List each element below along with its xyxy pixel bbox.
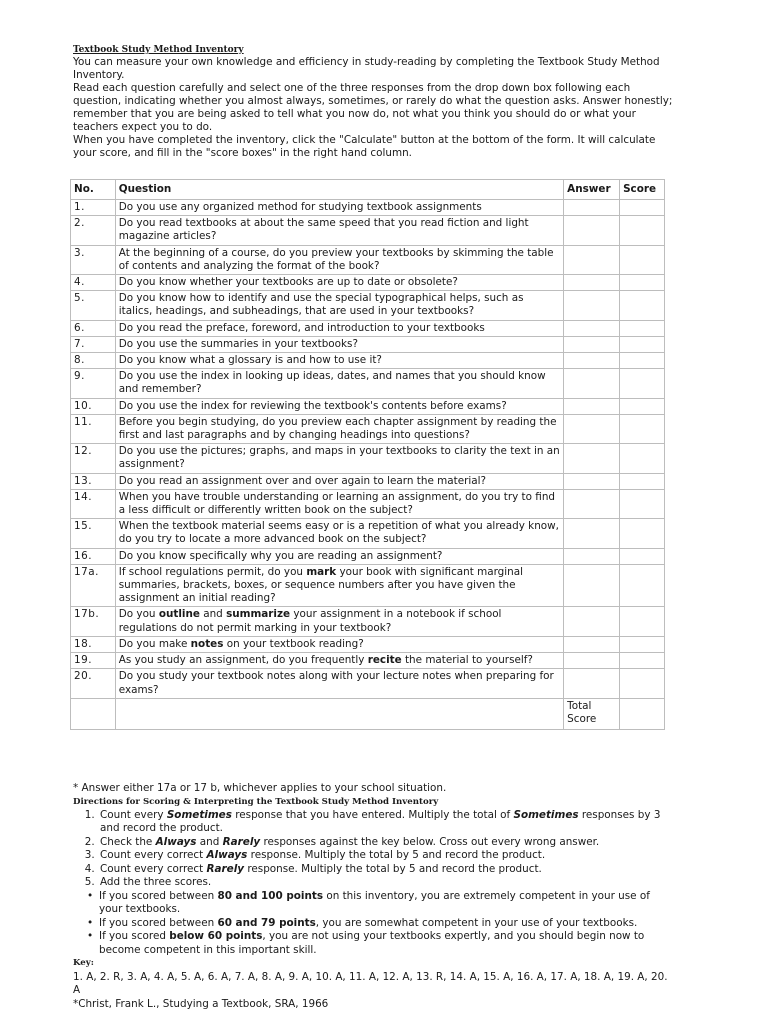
score-cell bbox=[620, 564, 665, 607]
question-text-part: As you study an assignment, do you frequently bbox=[118, 654, 368, 667]
score-cell bbox=[620, 414, 665, 443]
question-number: 11. bbox=[71, 414, 116, 443]
total-label-line: Score bbox=[567, 712, 597, 725]
answer-cell[interactable] bbox=[564, 291, 620, 320]
question-text: Do you use the pictures; graphs, and maps in your textbooks to clarity the text in an assignment? bbox=[115, 444, 563, 473]
score-cell bbox=[620, 669, 665, 698]
table-row bbox=[71, 653, 665, 669]
answer-cell[interactable] bbox=[564, 216, 620, 245]
step-text: Add the three scores. bbox=[100, 876, 212, 888]
step-text: Count every correct bbox=[100, 849, 207, 861]
step-keyword: Rarely bbox=[222, 835, 261, 848]
answer-cell[interactable] bbox=[564, 489, 620, 518]
intro-section bbox=[73, 44, 673, 160]
header-answer: Answer bbox=[564, 180, 620, 200]
question-text: Do you use the index for reviewing the textbook's contents before exams? bbox=[115, 398, 563, 414]
score-range-item bbox=[87, 889, 673, 917]
question-number: 17a. bbox=[71, 564, 116, 607]
table-row bbox=[71, 444, 665, 473]
table-row bbox=[71, 291, 665, 320]
range-text: , you are not using your textbooks expertly, and you should begin now to become competent in this important skill. bbox=[99, 930, 645, 956]
bullet: • bbox=[87, 889, 94, 902]
question-keyword: recite bbox=[367, 654, 402, 667]
step-text: responses by 3 and record the product. bbox=[100, 808, 661, 834]
question-text: When the textbook material seems easy or is a repetition of what you already know, do you try to locate a more advanced book on the subject? bbox=[115, 519, 563, 548]
question-text: Do you use the summaries in your textbooks? bbox=[115, 336, 563, 352]
answer-cell[interactable] bbox=[564, 245, 620, 274]
inventory-table bbox=[70, 179, 665, 730]
score-cell bbox=[620, 369, 665, 398]
range-points: 60 and 79 points bbox=[217, 916, 316, 929]
score-cell bbox=[620, 200, 665, 216]
question-number: 19. bbox=[71, 653, 116, 669]
answer-cell[interactable] bbox=[564, 669, 620, 698]
question-keyword: outline bbox=[158, 608, 200, 621]
question-number: 5. bbox=[71, 291, 116, 320]
question-text: Do you know how to identify and use the special typographical helps, such as italics, headings, and subheadings, that are used in your textbooks? bbox=[115, 291, 563, 320]
total-score-label bbox=[564, 698, 620, 729]
question-text: Do you use any organized method for studying textbook assignments bbox=[115, 200, 563, 216]
score-cell bbox=[620, 607, 665, 636]
table-row bbox=[71, 473, 665, 489]
range-text: If you scored bbox=[99, 930, 170, 942]
scoring-step bbox=[98, 836, 673, 850]
table-row bbox=[71, 519, 665, 548]
question-text: Do you know whether your textbooks are up to date or obsolete? bbox=[115, 275, 563, 291]
question-text bbox=[115, 607, 563, 636]
question-number: 15. bbox=[71, 519, 116, 548]
step-text: Count every bbox=[100, 808, 167, 821]
question-number: 12. bbox=[71, 444, 116, 473]
table-header-row bbox=[71, 180, 665, 200]
key-label: Key: bbox=[73, 958, 94, 968]
table-row bbox=[71, 398, 665, 414]
range-text: on this inventory, you are extremely competent in your use of your textbooks. bbox=[99, 889, 650, 915]
answer-cell[interactable] bbox=[564, 564, 620, 607]
intro-paragraph: When you have completed the inventory, click the "Calculate" button at the bottom of the form. It will calculate your score, and fill in the "score boxes" in the right hand column. bbox=[73, 134, 656, 159]
table-row bbox=[71, 320, 665, 336]
scoring-step bbox=[98, 863, 673, 877]
question-number: 3. bbox=[71, 245, 116, 274]
question-number: 9. bbox=[71, 369, 116, 398]
total-empty-cell bbox=[71, 698, 116, 729]
table-row bbox=[71, 636, 665, 652]
table-row bbox=[71, 669, 665, 698]
step-keyword: Sometimes bbox=[166, 808, 232, 821]
question-text-part: and bbox=[199, 608, 227, 621]
question-number: 16. bbox=[71, 548, 116, 564]
score-cell bbox=[620, 216, 665, 245]
answer-cell[interactable] bbox=[564, 369, 620, 398]
question-text: Do you study your textbook notes along with your lecture notes when preparing for exams? bbox=[115, 669, 563, 698]
score-cell bbox=[620, 320, 665, 336]
answer-cell[interactable] bbox=[564, 275, 620, 291]
answer-cell[interactable] bbox=[564, 473, 620, 489]
question-keyword: summarize bbox=[226, 608, 291, 621]
table-row bbox=[71, 216, 665, 245]
question-text: Before you begin studying, do you preview each chapter assignment by reading the first and last paragraphs and by changing headings into questions? bbox=[115, 414, 563, 443]
table-row bbox=[71, 548, 665, 564]
step-keyword: Always bbox=[155, 835, 197, 848]
step-keyword: Sometimes bbox=[513, 808, 579, 821]
scoring-step bbox=[98, 849, 673, 863]
table-row bbox=[71, 489, 665, 518]
scoring-step bbox=[98, 809, 673, 836]
score-cell bbox=[620, 636, 665, 652]
table-row bbox=[71, 369, 665, 398]
score-cell bbox=[620, 489, 665, 518]
question-number: 20. bbox=[71, 669, 116, 698]
header-score: Score bbox=[620, 180, 665, 200]
range-text: If you scored between bbox=[99, 889, 218, 902]
answer-cell[interactable] bbox=[564, 519, 620, 548]
question-text: Do you read the preface, foreword, and introduction to your textbooks bbox=[115, 320, 563, 336]
score-cell bbox=[620, 291, 665, 320]
score-cell bbox=[620, 353, 665, 369]
question-text-part: your book with significant marginal summaries, brackets, boxes, or sequence numbers after you have given the assignment an initial reading? bbox=[118, 565, 524, 605]
step-text: response. Multiply the total by 5 and record the product. bbox=[244, 862, 542, 875]
score-range-item bbox=[87, 916, 673, 931]
step-text: Count every correct bbox=[100, 862, 207, 875]
answer-cell[interactable] bbox=[564, 353, 620, 369]
table-row bbox=[71, 200, 665, 216]
document-title: Textbook Study Method Inventory bbox=[73, 45, 244, 55]
question-text: Do you know what a glossary is and how to use it? bbox=[115, 353, 563, 369]
score-range-item bbox=[87, 930, 673, 957]
question-text: Do you know specifically why you are reading an assignment? bbox=[115, 548, 563, 564]
table-row bbox=[71, 564, 665, 607]
question-text-part: the material to yourself? bbox=[401, 654, 533, 667]
question-text: Do you use the index in looking up ideas, dates, and names that you should know and remember? bbox=[115, 369, 563, 398]
score-cell bbox=[620, 245, 665, 274]
bullet: • bbox=[87, 916, 94, 929]
scoring-step bbox=[98, 876, 673, 890]
question-text bbox=[115, 636, 563, 652]
total-score-value bbox=[620, 698, 665, 729]
directions-title: Directions for Scoring & Interpreting the Textbook Study Method Inventory bbox=[73, 796, 439, 807]
total-label-line: Total bbox=[567, 699, 592, 712]
question-text-part: If school regulations permit, do you bbox=[118, 565, 307, 578]
answer-cell[interactable] bbox=[564, 200, 620, 216]
answer-key: 1. A, 2. R, 3. A, 4. A, 5. A, 6. A, 7. A, 8. A, 9. A, 10. A, 11. A, 12. A, 13. R, 14. A, 15. A, 16. A, 17. A, 18. A, 19. A, 20. A bbox=[73, 970, 668, 996]
bullet: • bbox=[87, 930, 94, 942]
question-keyword: mark bbox=[306, 565, 337, 578]
question-text: Do you read an assignment over and over again to learn the material? bbox=[115, 473, 563, 489]
footnote: * Answer either 17a or 17 b, whichever applies to your school situation. bbox=[73, 782, 447, 794]
intro-paragraph: You can measure your own knowledge and efficiency in study-reading by completing the Textbook Study Method Inventory. bbox=[73, 56, 660, 81]
citation: *Christ, Frank L., Studying a Textbook, SRA, 1966 bbox=[73, 997, 329, 1010]
header-question: Question bbox=[115, 180, 563, 200]
question-number: 1. bbox=[71, 200, 116, 216]
answer-cell[interactable] bbox=[564, 398, 620, 414]
score-cell bbox=[620, 275, 665, 291]
question-text bbox=[115, 564, 563, 607]
answer-cell[interactable] bbox=[564, 336, 620, 352]
question-number: 2. bbox=[71, 216, 116, 245]
total-empty-cell bbox=[115, 698, 563, 729]
range-points: below 60 points bbox=[169, 930, 263, 942]
score-cell bbox=[620, 336, 665, 352]
question-text-part: your assignment in a notebook if school regulations do not permit marking in your textbook? bbox=[118, 608, 502, 634]
question-number: 4. bbox=[71, 275, 116, 291]
question-keyword: notes bbox=[190, 637, 224, 650]
score-cell bbox=[620, 473, 665, 489]
question-text: At the beginning of a course, do you preview your textbooks by skimming the table of contents and analyzing the format of the book? bbox=[115, 245, 563, 274]
answer-cell[interactable] bbox=[564, 653, 620, 669]
score-cell bbox=[620, 519, 665, 548]
question-number: 8. bbox=[71, 353, 116, 369]
step-keyword: Rarely bbox=[206, 862, 245, 875]
answer-cell[interactable] bbox=[564, 548, 620, 564]
question-text-part: Do you make bbox=[118, 637, 191, 650]
score-cell bbox=[620, 548, 665, 564]
range-text: , you are somewhat competent in your use of your textbooks. bbox=[315, 916, 638, 929]
score-cell bbox=[620, 398, 665, 414]
score-cell bbox=[620, 653, 665, 669]
question-number: 7. bbox=[71, 336, 116, 352]
question-text: When you have trouble understanding or learning an assignment, do you try to find a less difficult or differently written book on the subject? bbox=[115, 489, 563, 518]
table-row bbox=[71, 414, 665, 443]
step-text: responses against the key below. Cross out every wrong answer. bbox=[260, 835, 600, 848]
scoring-steps bbox=[73, 809, 673, 890]
answer-cell[interactable] bbox=[564, 444, 620, 473]
table-row bbox=[71, 607, 665, 636]
range-points: 80 and 100 points bbox=[217, 889, 324, 902]
score-cell bbox=[620, 444, 665, 473]
question-number: 13. bbox=[71, 473, 116, 489]
answer-cell[interactable] bbox=[564, 636, 620, 652]
table-row bbox=[71, 353, 665, 369]
directions-section bbox=[73, 782, 673, 1011]
table-row bbox=[71, 336, 665, 352]
range-text: If you scored between bbox=[99, 916, 218, 929]
table-row bbox=[71, 245, 665, 274]
table-row bbox=[71, 275, 665, 291]
answer-cell[interactable] bbox=[564, 607, 620, 636]
total-row bbox=[71, 698, 665, 729]
intro-text bbox=[73, 56, 673, 160]
step-text: response. Multiply the total by 5 and record the product. bbox=[247, 849, 546, 861]
question-number: 17b. bbox=[71, 607, 116, 636]
header-no: No. bbox=[71, 180, 116, 200]
answer-cell[interactable] bbox=[564, 414, 620, 443]
score-ranges bbox=[73, 890, 673, 958]
question-text-part: Do you bbox=[118, 608, 159, 621]
question-text-part: on your textbook reading? bbox=[223, 637, 364, 650]
question-text: Do you read textbooks at about the same speed that you read fiction and light magazine articles? bbox=[115, 216, 563, 245]
question-number: 18. bbox=[71, 636, 116, 652]
question-number: 10. bbox=[71, 398, 116, 414]
question-number: 14. bbox=[71, 489, 116, 518]
step-text: and bbox=[196, 835, 223, 848]
step-text: Check the bbox=[100, 835, 156, 848]
intro-paragraph: Read each question carefully and select one of the three responses from the drop down box following each question, indicating whether you almost always, sometimes, or rarely do what the question asks. Answer honestly; remember that you are being asked to tell what you now do, not what you think you should do or what your teachers expect you to do. bbox=[73, 82, 673, 133]
question-number: 6. bbox=[71, 320, 116, 336]
answer-cell[interactable] bbox=[564, 320, 620, 336]
question-text bbox=[115, 653, 563, 669]
step-text: response that you have entered. Multiply the total of bbox=[231, 808, 514, 821]
step-keyword: Always bbox=[206, 849, 248, 861]
